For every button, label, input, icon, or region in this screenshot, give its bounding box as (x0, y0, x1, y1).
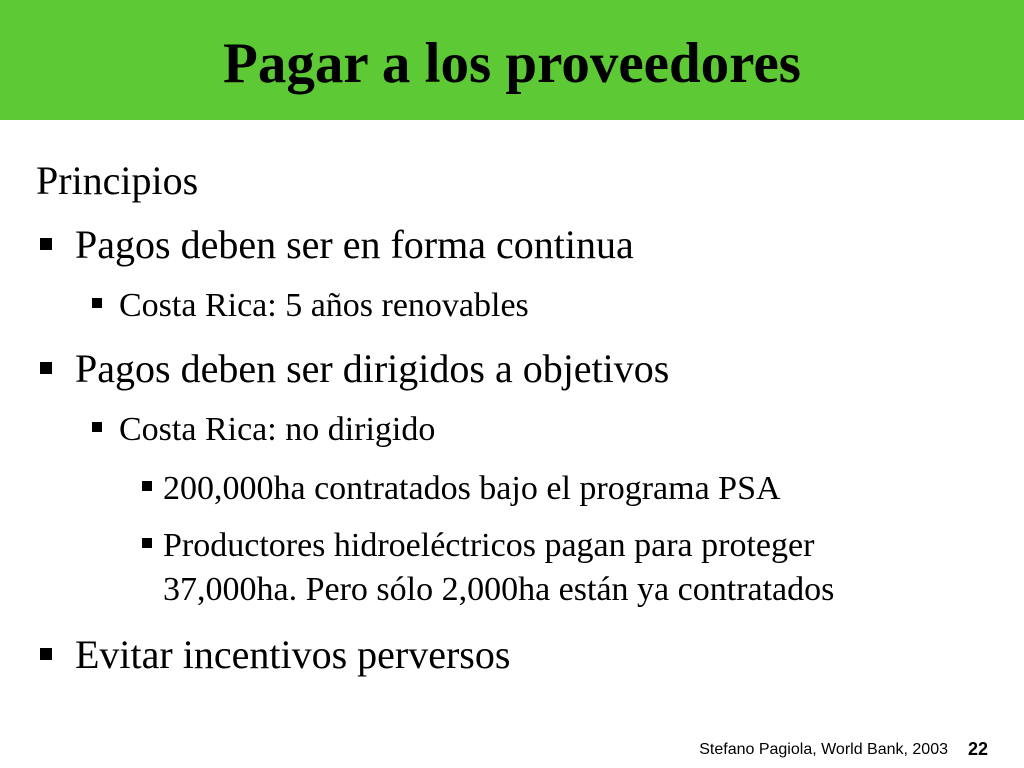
sub-bullet-item: Costa Rica: no dirigido (119, 411, 436, 448)
bullet-square-icon (40, 362, 52, 374)
sub-sub-bullet-item: 200,000ha contratados bajo el programa PSA (163, 470, 781, 507)
bullet-square-icon (142, 481, 152, 491)
bullet-square-icon (92, 422, 102, 432)
sub-sub-bullet-continuation: 37,000ha. Pero sólo 2,000ha están ya contratados (163, 571, 835, 608)
slide-title: Pagar a los proveedores (223, 32, 801, 95)
bullet-item: Pagos deben ser dirigidos a objetivos (75, 346, 670, 391)
page-number: 22 (967, 739, 988, 759)
sub-bullet-item: Costa Rica: 5 años renovables (119, 287, 529, 324)
bullet-item: Evitar incentivos perversos (75, 632, 511, 677)
title-bar (0, 0, 1024, 120)
section-heading: Principios (36, 158, 199, 203)
footer-credit: Stefano Pagiola, World Bank, 2003 (699, 741, 948, 758)
bullet-square-icon (40, 648, 52, 660)
bullet-square-icon (92, 298, 102, 308)
bullet-item: Pagos deben ser en forma continua (75, 222, 634, 267)
bullet-square-icon (142, 538, 152, 548)
sub-sub-bullet-item: Productores hidroeléctricos pagan para proteger (163, 527, 815, 564)
bullet-square-icon (40, 238, 52, 250)
